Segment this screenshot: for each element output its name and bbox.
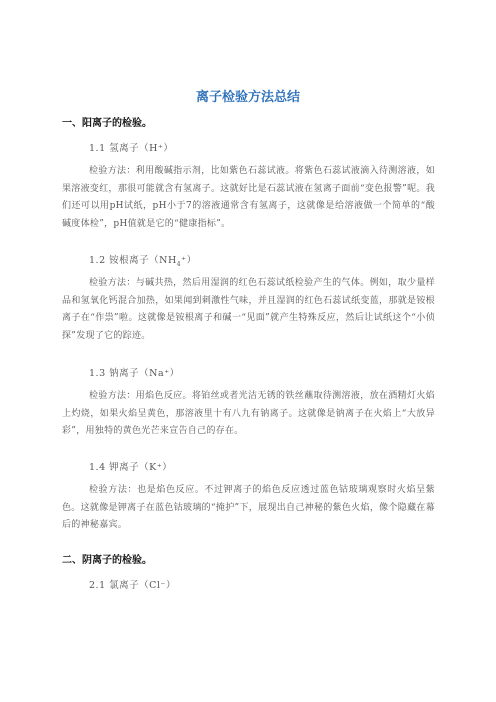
section-heading-anions: 二、阴离子的检验。 [62, 555, 152, 566]
item-heading-chloride: 2.1 氯离子（Cl⁻） [89, 580, 176, 591]
item-body-sodium: 检验方法：用焰色反应。将铂丝或者光洁无锈的铁丝蘸取待测溶液，放在酒精灯火焰上灼烧，如果火焰呈黄色，那溶液里十有八九有钠离子。这就像是钠离子在火焰上“大放异彩”，用独特的黄色光芒来宣告自己的存在。 [62, 391, 435, 436]
item-heading-sodium: 1.3 钠离子（Na⁺） [89, 368, 180, 379]
item-heading-ammonium: 1.2 铵根离子$(NH_4^+)$ [89, 255, 197, 268]
item-heading-potassium: 1.4 钾离子（K⁺） [89, 462, 173, 473]
item-heading-hydrogen: 1.1 氢离子（H⁺） [89, 143, 174, 154]
item-body-ammonium: 检验方法：与碱共热，然后用湿润的红色石蕊试纸检验产生的气体。例如，取少量样品和氢氧化钙混合加热，如果闻到刺激性气味，并且湿润的红色石蕊试纸变蓝，那就是铵根离子在“作祟”啦。这就像是铵根离子和碱一“见面”就产生特殊反应，然后让试纸这个“小侦探”发现了它的踪迹。 [62, 278, 435, 341]
document-title: 离子检验方法总结 [195, 90, 300, 105]
item-body-hydrogen: 检验方法：利用酸碱指示剂，比如紫色石蕊试液。将紫色石蕊试液滴入待测溶液，如果溶液变红，那很可能就含有氢离子。这就好比是石蕊试液在氢离子面前“变色报警”呢。我们还可以用pH试纸，pH小于7的溶液通常含有氢离子，这就像是给溶液做一个简单的“酸碱度体检”，pH值就是它的“健康指标”。 [62, 166, 435, 229]
section-heading-cations: 一、阳离子的检验。 [62, 118, 152, 129]
item-body-potassium: 检验方法：也是焰色反应。不过钾离子的焰色反应透过蓝色钴玻璃观察时火焰呈紫色。这就像是钾离子在蓝色钴玻璃的“掩护”下，展现出自己神秘的紫色火焰，像个隐藏在幕后的神秘嘉宾。 [62, 485, 435, 530]
